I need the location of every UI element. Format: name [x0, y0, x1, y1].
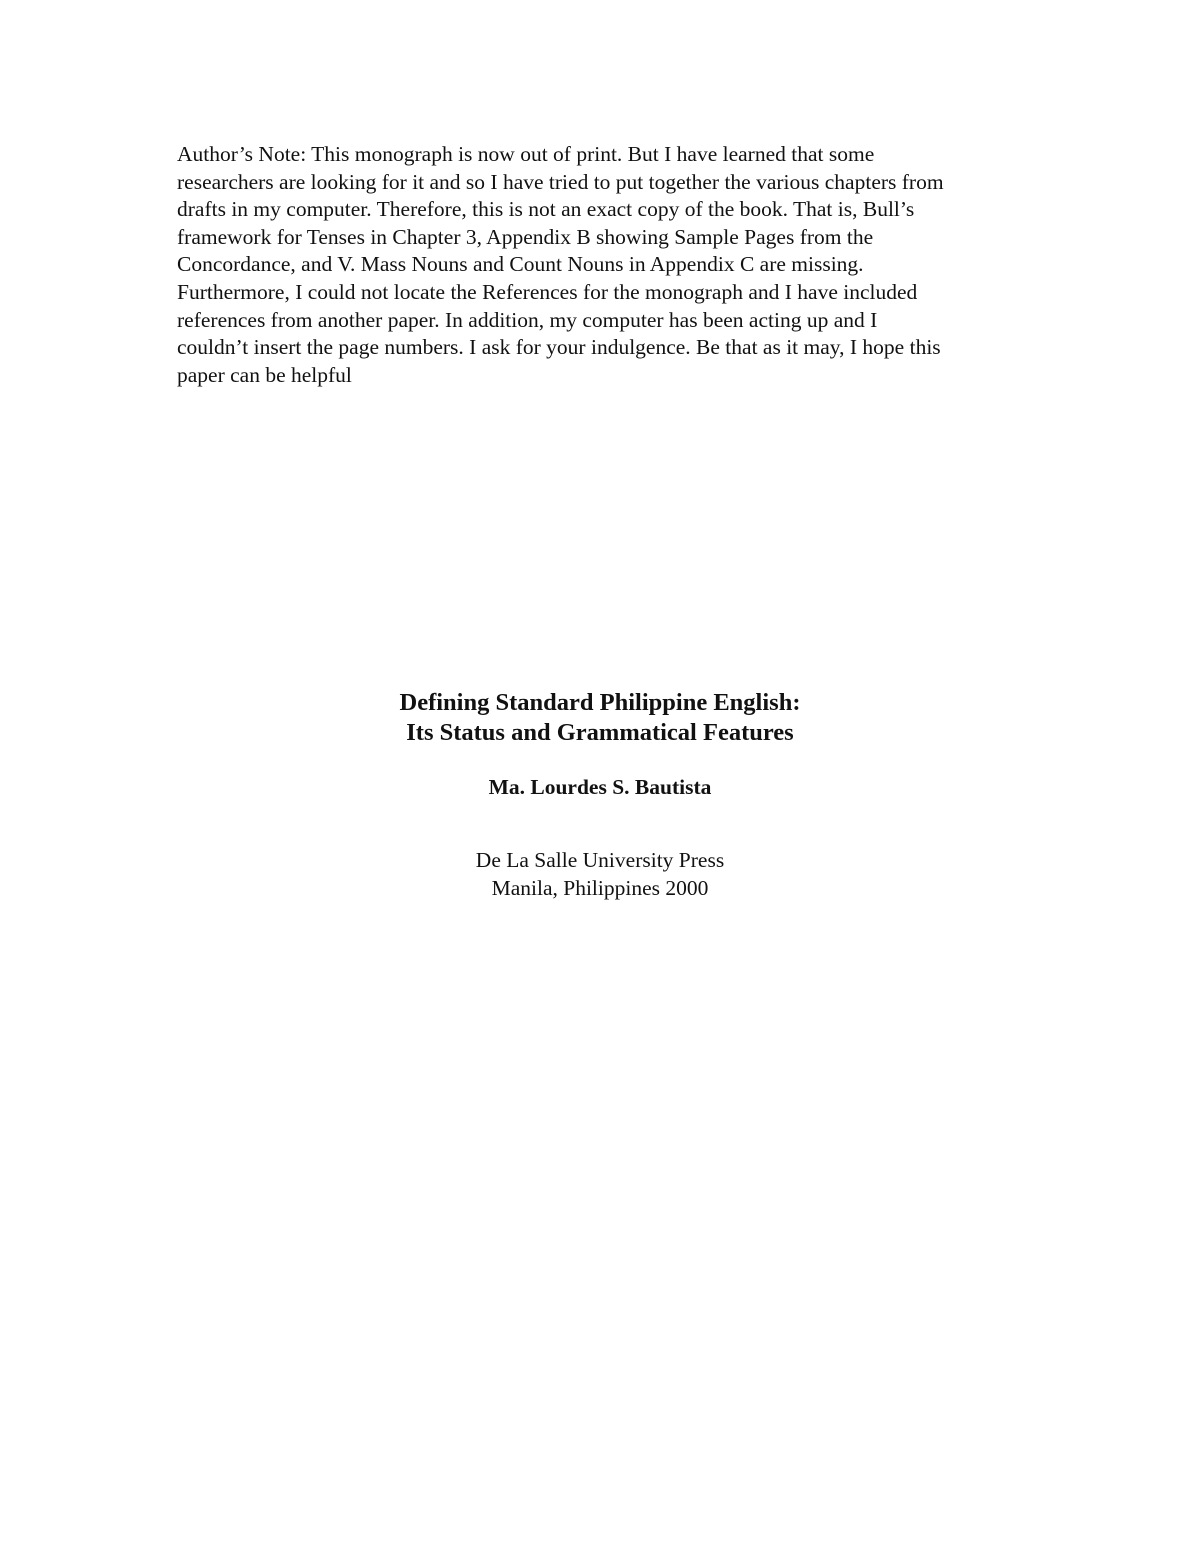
authors-note-line: Concordance, and V. Mass Nouns and Count Nouns in Appendix C are missing.	[177, 252, 864, 277]
authors-note	[177, 141, 1047, 389]
publisher-place-year: Manila, Philippines 2000	[491, 876, 709, 900]
authors-note-line: researchers are looking for it and so I have tried to put together the various chapters from	[177, 169, 944, 194]
authors-note-line: framework for Tenses in Chapter 3, Appendix B showing Sample Pages from the	[177, 224, 874, 249]
authors-note-line: drafts in my computer. Therefore, this is not an exact copy of the book. That is, Bull’s	[177, 197, 915, 222]
author-name: Ma. Lourdes S. Bautista	[488, 775, 712, 799]
book-title-line-2: Its Status and Grammatical Features	[406, 719, 794, 746]
authors-note-line: paper can be helpful	[177, 362, 352, 387]
publisher-name: De La Salle University Press	[475, 848, 725, 872]
book-title	[0, 688, 1200, 748]
authors-note-line: Furthermore, I could not locate the References for the monograph and I have included	[177, 279, 918, 304]
publisher-info	[0, 846, 1200, 902]
authors-note-line: couldn’t insert the page numbers. I ask for your indulgence. Be that as it may, I hope this	[177, 335, 941, 360]
book-title-line-1: Defining Standard Philippine English:	[399, 689, 801, 716]
authors-note-line: Author’s Note: This monograph is now out of print. But I have learned that some	[177, 142, 875, 166]
authors-note-line: references from another paper. In addition, my computer has been acting up and I	[177, 307, 878, 332]
